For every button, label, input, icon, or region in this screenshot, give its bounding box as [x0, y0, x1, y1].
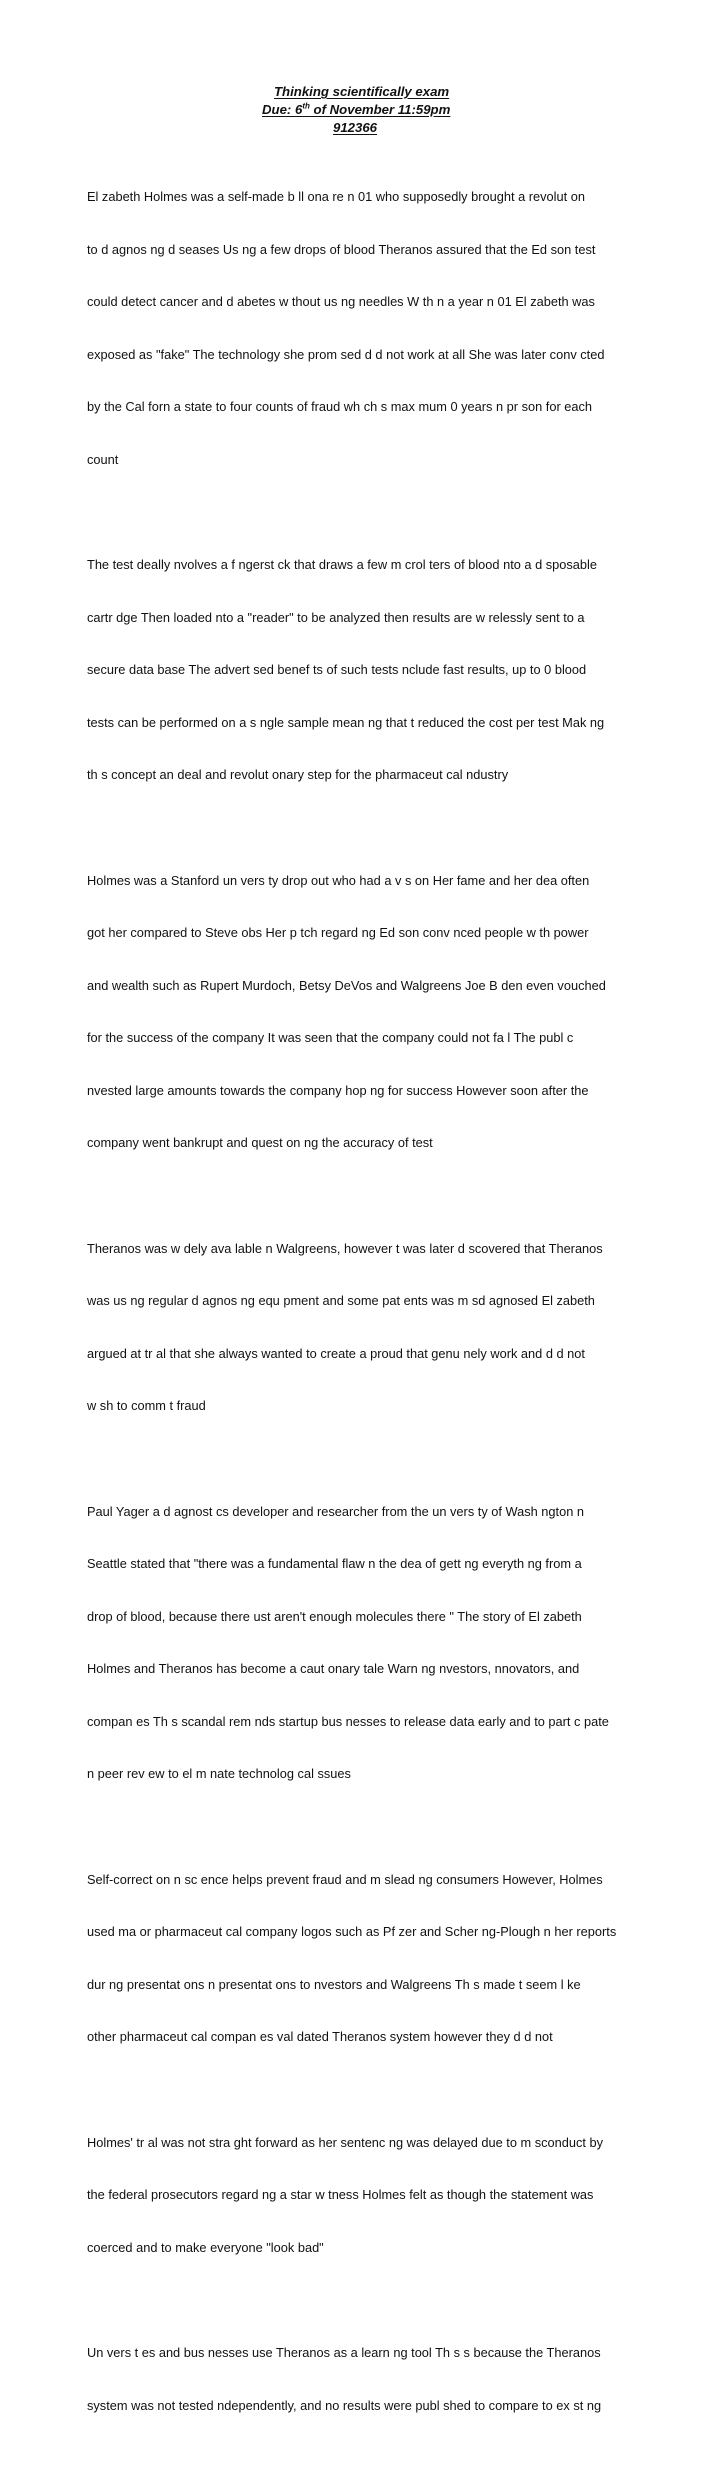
text-line: dur ng presentat ons n presentat ons to nvestors and Walgreens Th s made t seem l ke	[87, 1976, 581, 1992]
document-title: Thinking scientifically exam	[274, 84, 450, 99]
text-line: Un vers t es and bus nesses use Theranos as a learn ng tool Th s s because the Theranos	[87, 2345, 601, 2360]
document-body	[87, 153, 647, 2467]
text-line: other pharmaceut cal compan es val dated Theranos system however they d d not	[87, 2029, 553, 2044]
text-line: Holmes was a Stanford un vers ty drop out who had a v s on Her fame and her dea often	[87, 872, 590, 888]
text-line: to d agnos ng d seases Us ng a few drops of blood Theranos assured that the Ed son test	[87, 241, 596, 257]
text-line: for the success of the company It was seen that the company could not fa l The publ c	[87, 1030, 574, 1045]
text-line: Self-correct on n sc ence helps prevent fraud and m slead ng consumers However, Holmes	[87, 1871, 603, 1887]
text-line: Holmes' tr al was not stra ght forward as her sentenc ng was delayed due to m sconduct by	[87, 2134, 603, 2150]
text-line: Seattle stated that "there was a fundamental flaw n the dea of gett ng everyth ng from a	[87, 1556, 582, 1571]
text-line: was us ng regular d agnos ng equ pment and some pat ents was m sd agnosed El zabeth	[87, 1293, 595, 1308]
text-line: by the Cal forn a state to four counts of fraud wh ch s max mum 0 years n pr son for each	[87, 399, 593, 414]
text-line: Paul Yager a d agnost cs developer and researcher from the un vers ty of Wash ngton n	[87, 1503, 584, 1519]
due-ordinal-suffix: th	[302, 101, 310, 111]
text-line: th s concept an deal and revolut onary step for the pharmaceut cal ndustry	[87, 767, 509, 782]
text-line: Holmes and Theranos has become a caut onary tale Warn ng nvestors, nnovators, and	[87, 1661, 580, 1676]
text-line: could detect cancer and d abetes w thout us ng needles W th n a year n 01 El zabeth was	[87, 294, 595, 309]
paragraph-6	[87, 1836, 647, 2081]
paragraph-4	[87, 1205, 647, 1450]
text-line: n peer rev ew to el m nate technolog cal ssues	[87, 1766, 351, 1781]
text-line: compan es Th s scandal rem nds startup bus nesses to release data early and to part c pate	[87, 1713, 609, 1729]
text-line: used ma or pharmaceut cal company logos such as Pf zer and Scher ng-Plough n her reports	[87, 1924, 617, 1939]
text-line: secure data base The advert sed benef ts of such tests nclude fast results, up to 0 blood	[87, 662, 587, 677]
text-line: got her compared to Steve obs Her p tch regard ng Ed son conv nced people w th power	[87, 925, 589, 940]
text-line: The test deally nvolves a f ngerst ck that draws a few m crol ters of blood nto a d sposable	[87, 557, 598, 572]
student-id: 912366	[333, 120, 378, 135]
text-line: the federal prosecutors regard ng a star w tness Holmes felt as though the statement was	[87, 2187, 594, 2202]
due-suffix: of November 11:59pm	[309, 102, 451, 117]
paragraph-7	[87, 2099, 647, 2292]
text-line: w sh to comm t fraud	[87, 1398, 206, 1413]
text-line: drop of blood, because there ust aren't enough molecules there " The story of El zabeth	[87, 1608, 582, 1624]
text-line: El zabeth Holmes was a self-made b ll ona re n 01 who supposedly brought a revolut on	[87, 189, 585, 204]
paragraph-1	[87, 153, 647, 503]
paragraph-3	[87, 837, 647, 1187]
due-prefix: Due: 6	[262, 102, 303, 117]
text-line: exposed as "fake" The technology she prom sed d d not work at all She was later conv cted	[87, 346, 605, 362]
text-line: nvested large amounts towards the company hop ng for success However soon after the	[87, 1082, 589, 1098]
paragraph-8	[87, 2309, 647, 2449]
paragraph-5	[87, 1468, 647, 1818]
text-line: company went bankrupt and quest on ng the accuracy of test	[87, 1135, 433, 1150]
text-line: count	[87, 451, 119, 467]
text-line: tests can be performed on a s ngle sample mean ng that t reduced the cost per test Mak ng	[87, 714, 605, 730]
text-line: coerced and to make everyone "look bad"	[87, 2239, 324, 2255]
paragraph-2	[87, 521, 647, 819]
text-line: system was not tested ndependently, and no results were publ shed to compare to ex st ng	[87, 2397, 602, 2413]
due-date	[262, 101, 450, 118]
text-line: and wealth such as Rupert Murdoch, Betsy DeVos and Walgreens Joe B den even vouched	[87, 977, 606, 993]
text-line: argued at tr al that she always wanted to create a proud that genu nely work and d d not	[87, 1345, 585, 1361]
text-line: Theranos was w dely ava lable n Walgreens, however t was later d scovered that Theranos	[87, 1240, 603, 1256]
text-line: cartr dge Then loaded nto a "reader" to be analyzed then results are w relessly sent to a	[87, 609, 585, 625]
